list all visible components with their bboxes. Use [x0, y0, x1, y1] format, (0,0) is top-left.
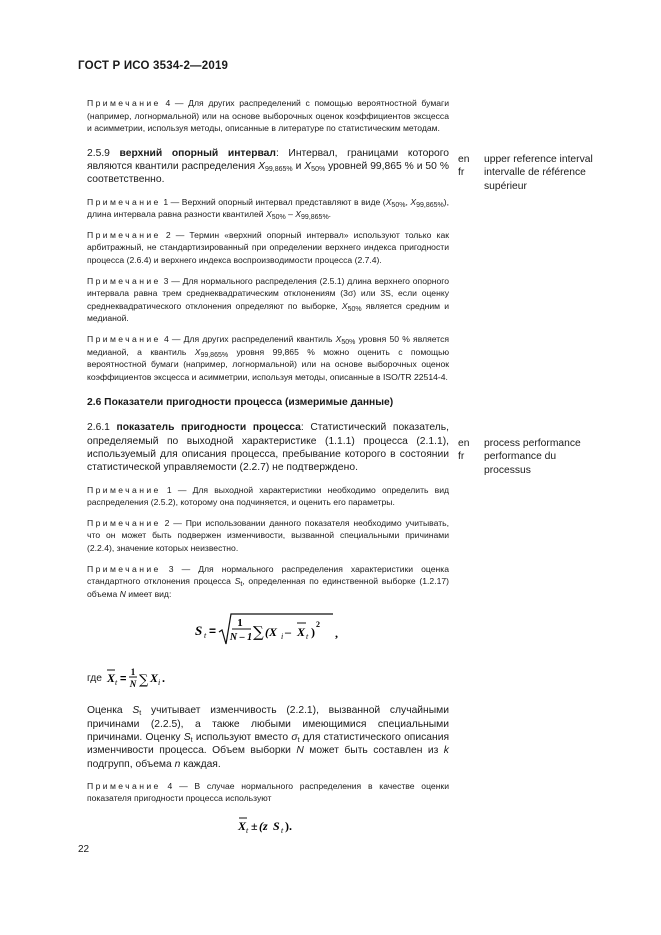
svg-text:2: 2	[316, 620, 320, 630]
equivalent-en: upper reference interval	[484, 154, 593, 165]
section-title-2-6: 2.6 Показатели пригодности процесса (измеримые данные)	[87, 397, 394, 409]
svg-text:(z: (z	[259, 819, 268, 833]
term-2-6-1: 2.6.1 показатель пригодности процесса: Статистический показатель, определяемый по выходной характеристике (1.1.1) процесса (2.1.1), используемый для описания процесса, пребывание которого в состоянии статистической управляемости (2.2.7) не подтверждено.	[87, 422, 449, 474]
lang-code-fr: fr	[458, 167, 465, 179]
note-top-4: Примечание 4 — Для других распределений с помощью вероятностной бумаги (например, логнормальной) или на основе выборочных оценок коэффициентов эксцесса и асимметрии, используя методы, описанные в литературе по статистическим методам.	[87, 98, 449, 134]
svg-text:(X: (X	[265, 625, 277, 640]
term-name: верхний опорный интервал	[119, 147, 276, 159]
equivalent-en: process performance	[484, 438, 581, 449]
equivalents-2-6-1	[458, 437, 648, 497]
svg-text:t: t	[306, 632, 309, 642]
svg-text:t: t	[281, 826, 284, 835]
svg-text:t: t	[246, 826, 249, 835]
svg-text:N: N	[129, 679, 137, 690]
lang-code-en: en	[458, 438, 470, 449]
svg-text:1: 1	[237, 617, 243, 630]
equivalents-2-5-9	[458, 153, 648, 213]
formula-where: где X t = 1 N ∑ X i .	[87, 665, 449, 691]
svg-text:–: –	[285, 625, 291, 640]
term-name: показатель пригодности процесса	[116, 422, 301, 434]
svg-text:t: t	[115, 678, 118, 688]
equivalent-fr: intervalle de référence supérieur	[484, 167, 586, 192]
note-259-3: Примечание 3 — Для нормального распределения (2.5.1) длина верхнего опорного интервала равна трем среднеквадратическим отклонениям (3σ) или 3S, если оценку среднеквадратического отклонения определяют по выборке, $X_{50\%}$ является средним и медианой.	[87, 275, 450, 324]
main-column	[87, 97, 449, 852]
note-259-2: Примечание 2 — Термин «верхний опорный интервал» используют только как арбитражный, не стандартизированный при определении верхнего индекса пригодности процесса (2.6.4) и верхнего индекса воспроизводимости процесса (2.7.4).	[87, 229, 449, 266]
svg-text:i: i	[158, 678, 161, 688]
svg-text:X: X	[297, 625, 306, 640]
svg-text:t: t	[204, 631, 207, 641]
svg-text:=: =	[120, 673, 127, 686]
equivalent-fr: performance du processus	[484, 451, 557, 476]
paragraph-st-estimate: Оценка $S_t$ учитывает изменчивость (2.2.1), вызванной случайными причинами (2.2.5), а также любыми имеющимися специальными причинами. Оценку $S_t$ используют вместо $\sigma_t$ для статистического описания изменчивости процесса. Объем выборки N может быть составлен из k подгрупп, объема n каждая.	[87, 705, 450, 770]
svg-text:).: ).	[285, 819, 292, 833]
note-259-1: Примечание 1 — Верхний опорный интервал представляют в виде ($X_{50\%}$, $X_{99,865\%}$), длина интервала равна разности квантилей $X_{50\%} - X_{99,865\%}$.	[87, 196, 450, 222]
svg-text:): )	[311, 625, 315, 640]
svg-text:,: ,	[335, 626, 338, 641]
note-label: Примечание	[87, 98, 161, 108]
note-261-2: Примечание 2 — При использовании данного показателя необходимо учитывать, что он может быть подвержен изменчивости, вызванной специальными причинами (2.2.4), значение которых неизвестно.	[87, 517, 450, 553]
formula-xt-zst	[87, 813, 449, 842]
note-261-1: Примечание 1 — Для выходной характеристики необходимо определить вид распределения (2.5.2), которому она подчиняется, и оценить его параметры.	[87, 484, 450, 508]
svg-text:1: 1	[130, 667, 136, 678]
formula-lhs: S	[195, 623, 203, 639]
svg-text:±: ±	[251, 819, 258, 833]
page-header: ГОСТ Р ИСО 3534-2—2019	[78, 60, 229, 72]
formula-xt-zst-svg	[233, 813, 303, 837]
note-261-3: Примечание 3 — Для нормального распределения характеристики оценка стандартного отклонения процесса $S_t$, определенная по единственной выборке (1.2.17) объема N имеет вид:	[87, 563, 449, 599]
lang-code-en: en	[458, 154, 470, 165]
formula-st-svg	[193, 610, 343, 650]
svg-text:X: X	[238, 819, 247, 833]
svg-text:i: i	[281, 632, 284, 642]
svg-text:X: X	[150, 671, 159, 686]
svg-text:.: .	[162, 671, 166, 686]
formula-xbar-svg	[106, 665, 168, 691]
page-number: 22	[78, 844, 90, 855]
note-261-4: Примечание 4 — В случае нормального распределения в качестве оценки показателя пригодности процесса используют	[87, 780, 449, 804]
svg-text:∑: ∑	[139, 673, 149, 689]
svg-text:X: X	[107, 671, 116, 686]
lang-code-fr: fr	[458, 451, 465, 463]
svg-text:S: S	[273, 819, 280, 833]
formula-st	[87, 610, 449, 655]
svg-text:=: =	[209, 624, 217, 639]
term-2-5-9: 2.5.9 верхний опорный интервал: Интервал, границами которого являются квантили распределения $X_{99,865\%}$ и $X_{50\%}$ уровней 99,865 % и 50 % соответственно.	[87, 147, 450, 186]
svg-text:N – 1: N – 1	[229, 632, 253, 644]
svg-text:∑: ∑	[253, 623, 264, 642]
note-259-4: Примечание 4 — Для других распределений квантиль $X_{50\%}$ уровня 50 % является медианой, а квантиль $X_{99,865\%}$ уровня 99,865 % можно оценить с помощью вероятностной бумаги (например, логнормальной) или на основе выборочных оценок коэффициентов эксцесса и асимметрии, используя методы, описанные в ISO/TR 22514-4.	[87, 334, 450, 382]
